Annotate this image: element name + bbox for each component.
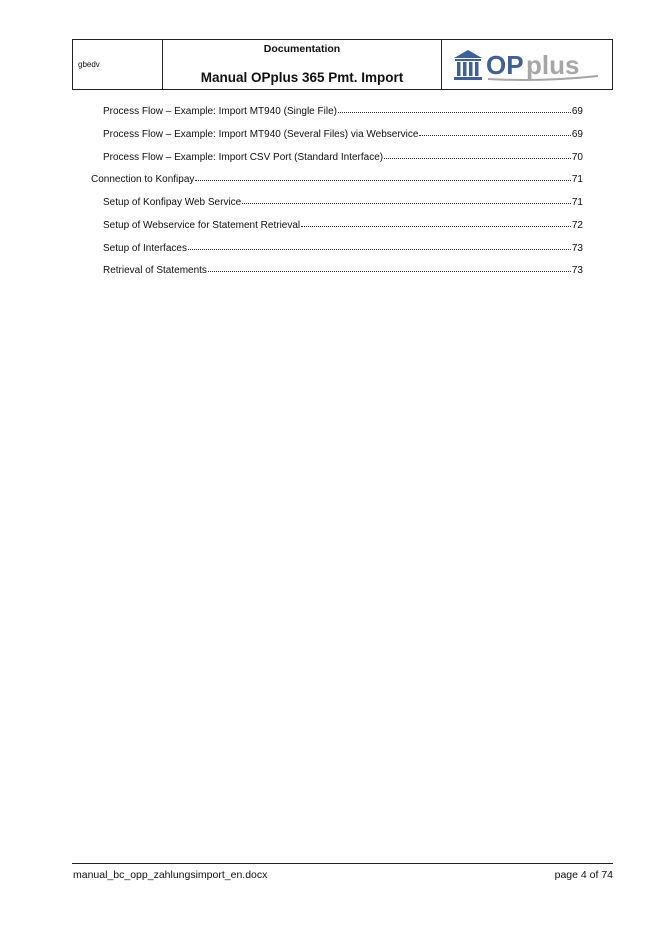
toc-entry-page: 73 bbox=[571, 243, 583, 254]
toc-entry-title: Setup of Konfipay Web Service bbox=[103, 197, 242, 208]
toc-entry[interactable] bbox=[103, 263, 583, 278]
bank-building-icon bbox=[454, 50, 482, 80]
header-company-cell bbox=[73, 40, 163, 89]
toc-leader-dots bbox=[208, 262, 571, 272]
toc-entry[interactable] bbox=[103, 104, 583, 119]
toc-entry-page: 71 bbox=[571, 174, 583, 185]
toc-entry[interactable] bbox=[103, 241, 583, 256]
toc-entry-title: Process Flow – Example: Import MT940 (Several Files) via Webservice bbox=[103, 129, 419, 140]
toc-entry-page: 69 bbox=[571, 129, 583, 140]
toc-entry-page: 70 bbox=[571, 152, 583, 163]
toc-entry-title: Connection to Konfipay bbox=[91, 174, 195, 185]
toc-entry-title: Process Flow – Example: Import MT940 (Single File) bbox=[103, 106, 337, 117]
page-header bbox=[72, 39, 613, 90]
toc-entry-page: 72 bbox=[571, 220, 583, 231]
footer-divider bbox=[72, 863, 613, 864]
toc-leader-dots bbox=[242, 194, 571, 204]
toc-entry-title: Retrieval of Statements bbox=[103, 265, 207, 276]
toc-leader-dots bbox=[419, 126, 570, 136]
header-title-cell bbox=[163, 40, 442, 89]
doc-type-label: Documentation bbox=[263, 43, 341, 55]
toc-leader-dots bbox=[338, 103, 571, 113]
toc-entry-page: 69 bbox=[571, 106, 583, 117]
toc-leader-dots bbox=[384, 149, 571, 159]
toc-leader-dots bbox=[195, 171, 570, 181]
footer-filename: manual_bc_opp_zahlungsimport_en.docx bbox=[73, 869, 268, 881]
footer-page-number: page 4 of 74 bbox=[554, 869, 613, 881]
opplus-logo bbox=[452, 46, 602, 84]
document-title: Manual OPplus 365 Pmt. Import bbox=[200, 70, 404, 85]
toc-entry[interactable] bbox=[103, 218, 583, 233]
toc-entry[interactable] bbox=[91, 172, 583, 187]
toc-entry-page: 73 bbox=[571, 265, 583, 276]
toc-entry[interactable] bbox=[103, 195, 583, 210]
toc-entry-title: Setup of Webservice for Statement Retrieval bbox=[103, 220, 301, 231]
toc-entry[interactable] bbox=[103, 127, 583, 142]
toc-entry[interactable] bbox=[103, 150, 583, 165]
logo-text-plus: plus bbox=[526, 50, 580, 80]
header-logo-cell bbox=[442, 40, 612, 89]
toc-entry-title: Setup of Interfaces bbox=[103, 243, 187, 254]
company-name: gbedv bbox=[78, 60, 100, 69]
toc-entry-title: Process Flow – Example: Import CSV Port (Standard Interface) bbox=[103, 152, 384, 163]
logo-text-op: OP bbox=[486, 50, 524, 80]
toc-entry-page: 71 bbox=[571, 197, 583, 208]
toc-leader-dots bbox=[301, 217, 571, 227]
toc-leader-dots bbox=[188, 240, 571, 250]
